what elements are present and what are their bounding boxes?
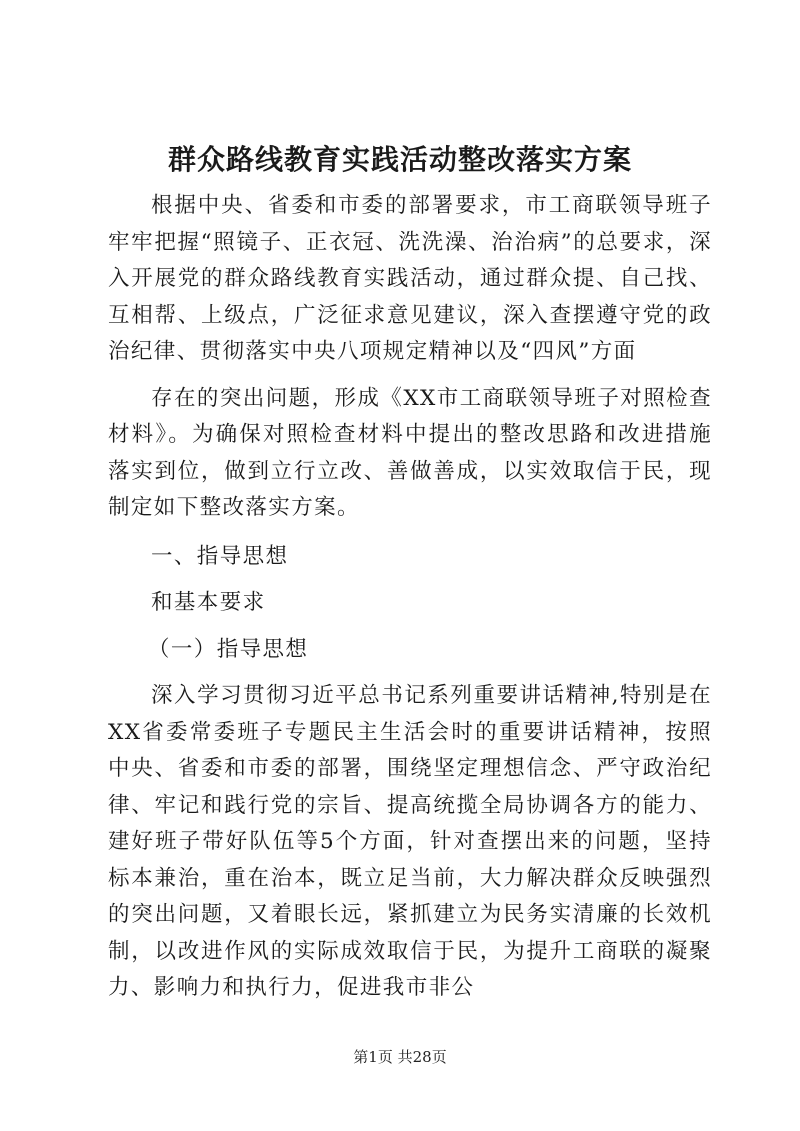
paragraph-guiding-thought: 深入学习贯彻习近平总书记系列重要讲话精神,特别是在XX省委常委班子专题民主生活会时的重要讲话精神，按照中央、省委和市委的部署，围绕坚定理想信念、严守政治纪律、牢记和践行党的宗旨、提高统揽全局协调各方的能力、建好班子带好队伍等5个方面，针对查摆出来的问题，坚持标本兼治，重在治本，既立足当前，大力解决群众反映强烈的突出问题，又着眼长远，紧抓建立为民务实清廉的长效机制，以改进作风的实际成效取信于民，为提升工商联的凝聚力、影响力和执行力，促进我市非公 <box>108 683 712 1000</box>
paragraph-problems: 存在的突出问题，形成《XX市工商联领导班子对照检查材料》。为确保对照检查材料中提出的整改思路和改进措施落实到位，做到立行立改、善做善成，以实效取信于民，现制定如下整改落实方案。 <box>108 385 712 520</box>
document-body <box>108 188 712 1007</box>
section-heading-guiding-thought: 一、指导思想 <box>151 543 289 569</box>
subsection-heading-guiding-thought: （一）指导思想 <box>148 636 309 662</box>
page-title: 群众路线教育实践活动整改落实方案 <box>167 143 632 176</box>
page-number-footer: 第1页 共28页 <box>353 1048 447 1066</box>
paragraph-intro: 根据中央、省委和市委的部署要求，市工商联领导班子牢牢把握“照镜子、正衣冠、洗洗澡、治治病”的总要求，深入开展党的群众路线教育实践活动，通过群众提、自己找、互相帮、上级点，广泛征求意见建议，深入查摆遵守党的政治纪律、贯彻落实中央八项规定精神以及“四风”方面 <box>108 193 712 364</box>
section-heading-continuation: 和基本要求 <box>151 590 266 615</box>
